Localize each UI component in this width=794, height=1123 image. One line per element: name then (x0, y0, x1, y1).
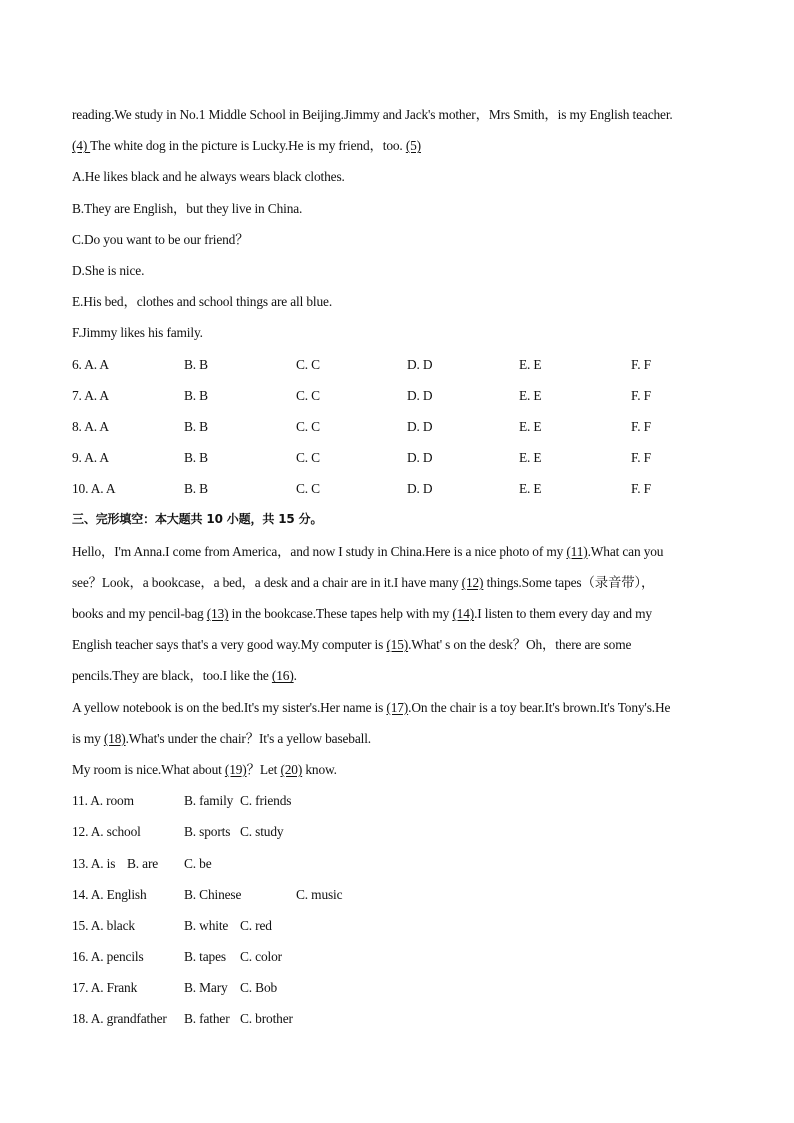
section-heading: 三、完形填空：本大题共 10 小题，共 15 分。 (72, 512, 323, 527)
option: F. F (631, 356, 651, 372)
option: D. D (407, 481, 433, 497)
option-c: C. study (240, 824, 284, 840)
cloze-text: is my (72, 730, 104, 746)
cloze-text: Hello，I'm Anna.I come from America，and now I study in China.Here is a nice photo of my (72, 543, 567, 559)
option: D. D (407, 450, 433, 466)
option-c: C. music (296, 886, 343, 902)
option-a: 17. A. Frank (72, 980, 138, 996)
option-b: B. white (184, 917, 229, 933)
cloze-text: ？Let (246, 761, 281, 777)
option: E. E (519, 481, 542, 497)
option-a: 18. A. grandfather (72, 1011, 167, 1027)
option: F. F (631, 387, 651, 403)
blank-17: (17) (386, 699, 409, 715)
blank-19: (19) (224, 761, 247, 777)
option: 9. A. A (72, 450, 109, 466)
option: B. B (184, 450, 208, 466)
answer-row (72, 380, 732, 411)
question-row (72, 910, 732, 941)
question-row (72, 1003, 732, 1034)
cloze-text: . (293, 668, 297, 684)
option: E. E (519, 418, 542, 434)
option: B. B (184, 418, 208, 434)
option-c: C. brother (240, 1011, 293, 1027)
cloze-text: .What' s on the desk？Oh，there are some (408, 637, 632, 653)
document-page (72, 99, 732, 1035)
passage-line: reading.We study in No.1 Middle School in Beijing.Jimmy and Jack's mother，Mrs Smith，is my English teacher. (72, 107, 673, 122)
answer-row (72, 349, 732, 380)
option: D. D (407, 387, 433, 403)
passage-text: The white dog in the picture is Lucky.He is my friend，too. (90, 138, 406, 154)
choice-e: E.His bed，clothes and school things are all blue. (72, 294, 333, 310)
blank-4: (4) (72, 138, 91, 154)
option: D. D (407, 418, 433, 434)
cloze-text: .What's under the chair？It's a yellow baseball. (125, 730, 371, 746)
option: 8. A. A (72, 418, 109, 434)
blank-16: (16) (271, 668, 294, 684)
blank-12: (12) (461, 574, 484, 590)
cloze-line (72, 723, 732, 754)
option-b: B. tapes (184, 949, 226, 965)
cloze-line (72, 567, 732, 598)
cloze-line (72, 660, 732, 691)
cloze-text: .I listen to them every day and my (474, 606, 652, 621)
option-c: C. red (240, 917, 272, 933)
cloze-line (72, 598, 732, 629)
option-a: 13. A. is (72, 855, 116, 871)
option: C. C (296, 481, 320, 497)
option: 6. A. A (72, 356, 109, 372)
option: C. C (296, 356, 320, 372)
option-b: B. Chinese (184, 886, 242, 902)
cloze-text: .What can you (587, 543, 664, 559)
option: E. E (519, 450, 542, 466)
option: D. D (407, 356, 433, 372)
question-row (72, 941, 732, 972)
option: C. C (296, 450, 320, 466)
option-b: B. sports (184, 824, 231, 840)
cloze-text: My room is nice.What about (72, 761, 225, 777)
cloze-text: know. (302, 761, 337, 777)
choice-f: F.Jimmy likes his family. (72, 325, 203, 341)
answer-row (72, 411, 732, 442)
option: F. F (631, 418, 651, 434)
cloze-line (72, 536, 732, 567)
option-a: 11. A. room (72, 793, 134, 809)
cloze-text: .On the chair is a toy bear.It's brown.It's Tony's.He (408, 699, 671, 715)
answer-row (72, 473, 732, 504)
passage-line (72, 130, 732, 161)
blank-5: (5) (405, 138, 421, 154)
cloze-text: in the bookcase.These tapes help with my (228, 606, 453, 621)
option-b: B. Mary (184, 980, 228, 996)
option: E. E (519, 356, 542, 372)
option: C. C (296, 387, 320, 403)
blank-15: (15) (386, 637, 409, 653)
option-b: B. family (184, 793, 234, 809)
question-row (72, 972, 732, 1003)
cloze-line (72, 692, 732, 723)
question-row (72, 879, 732, 910)
choice-d: D.She is nice. (72, 262, 145, 278)
answer-row (72, 442, 732, 473)
option: F. F (631, 481, 651, 497)
option-c: C. Bob (240, 980, 278, 996)
option: C. C (296, 418, 320, 434)
cloze-text: English teacher says that's a very good way.My computer is (72, 637, 387, 653)
option: E. E (519, 387, 542, 403)
option-b: B. are (127, 855, 159, 871)
choice-c: C.Do you want to be our friend？ (72, 231, 249, 247)
option-c: C. color (240, 949, 282, 965)
cloze-text: pencils.They are black，too.I like the (72, 668, 272, 684)
option-c: C. friends (240, 793, 292, 809)
choice-a: A.He likes black and he always wears black clothes. (72, 169, 345, 185)
option-c: C. be (184, 855, 212, 871)
blank-11: (11) (566, 543, 588, 559)
cloze-line (72, 629, 732, 660)
question-row (72, 816, 732, 847)
cloze-text: A yellow notebook is on the bed.It's my sister's.Her name is (72, 699, 387, 715)
blank-14: (14) (452, 606, 475, 621)
option-b: B. father (184, 1011, 230, 1027)
option: 10. A. A (72, 481, 116, 497)
choice-b: B.They are English，but they live in China. (72, 200, 303, 216)
blank-13: (13) (206, 606, 229, 621)
cloze-text: see？Look，a bookcase，a bed，a desk and a chair are in it.I have many (72, 574, 462, 590)
option: 7. A. A (72, 387, 109, 403)
option-a: 12. A. school (72, 824, 141, 840)
question-row (72, 848, 732, 879)
option: B. B (184, 481, 208, 497)
option-a: 14. A. English (72, 886, 147, 902)
option: F. F (631, 450, 651, 466)
cloze-text: things.Some tapes（录音带）， (483, 574, 655, 590)
option: B. B (184, 387, 208, 403)
option-a: 16. A. pencils (72, 949, 144, 965)
cloze-text: books and my pencil-bag (72, 606, 207, 621)
blank-20: (20) (280, 761, 303, 777)
option-a: 15. A. black (72, 917, 135, 933)
cloze-line (72, 754, 732, 785)
question-row (72, 785, 732, 816)
option: B. B (184, 356, 208, 372)
blank-18: (18) (103, 730, 126, 746)
